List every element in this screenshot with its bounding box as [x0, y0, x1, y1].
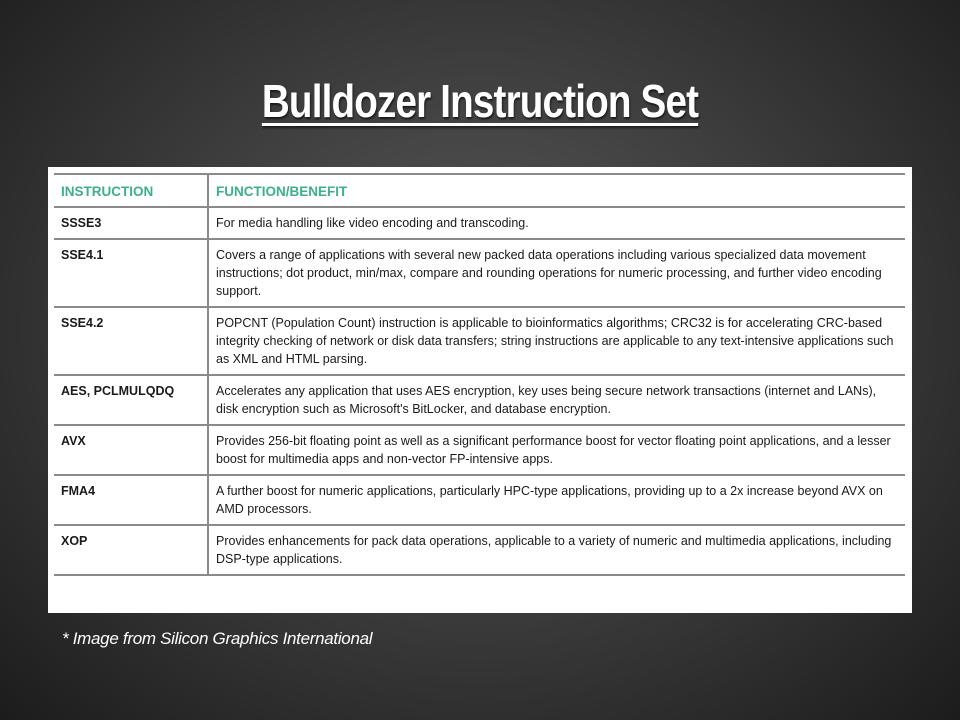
instruction-name: FMA4 [54, 475, 208, 525]
instruction-name: AES, PCLMULQDQ [54, 375, 208, 425]
instruction-name: AVX [54, 425, 208, 475]
instruction-table-image [48, 167, 912, 613]
slide-title-text: Bulldozer Instruction Set [261, 75, 699, 127]
header-instruction: INSTRUCTION [54, 174, 208, 207]
table-row [54, 239, 905, 307]
table-header-row [54, 174, 905, 207]
instruction-name: SSE4.2 [54, 307, 208, 375]
table-row [54, 475, 905, 525]
instruction-description: Accelerates any application that uses AES encryption, key uses being secure network transactions (internet and LANs), disk encryption such as Microsoft's BitLocker, and database encryption. [208, 375, 905, 425]
table-row [54, 375, 905, 425]
instruction-description: Provides enhancements for pack data operations, applicable to a variety of numeric and multimedia applications, including DSP-type applications. [208, 525, 905, 575]
table-row [54, 525, 905, 575]
table-row [54, 207, 905, 239]
slide-title [77, 75, 883, 127]
instruction-name: SSSE3 [54, 207, 208, 239]
table-row [54, 425, 905, 475]
header-function-benefit: FUNCTION/BENEFIT [208, 174, 905, 207]
instruction-name: XOP [54, 525, 208, 575]
instruction-table [54, 173, 905, 576]
instruction-description: For media handling like video encoding and transcoding. [208, 207, 905, 239]
instruction-name: SSE4.1 [54, 239, 208, 307]
instruction-description: Provides 256-bit floating point as well as a significant performance boost for vector floating point applications, and a lesser boost for multimedia apps and non-vector FP-intensive apps. [208, 425, 905, 475]
table-row [54, 307, 905, 375]
image-source-caption: * Image from Silicon Graphics International [62, 629, 373, 648]
instruction-description: POPCNT (Population Count) instruction is applicable to bioinformatics algorithms; CRC32 is for accelerating CRC-based integrity checking of network or disk data transfers; string instructions are applicable to any text-intensive applications such as XML and HTML parsing. [208, 307, 905, 375]
instruction-description: A further boost for numeric applications, particularly HPC-type applications, providing up to a 2x increase beyond AVX on AMD processors. [208, 475, 905, 525]
instruction-description: Covers a range of applications with several new packed data operations including various specialized data movement instructions; dot product, min/max, compare and rounding operations for numeric processing, and further video encoding support. [208, 239, 905, 307]
